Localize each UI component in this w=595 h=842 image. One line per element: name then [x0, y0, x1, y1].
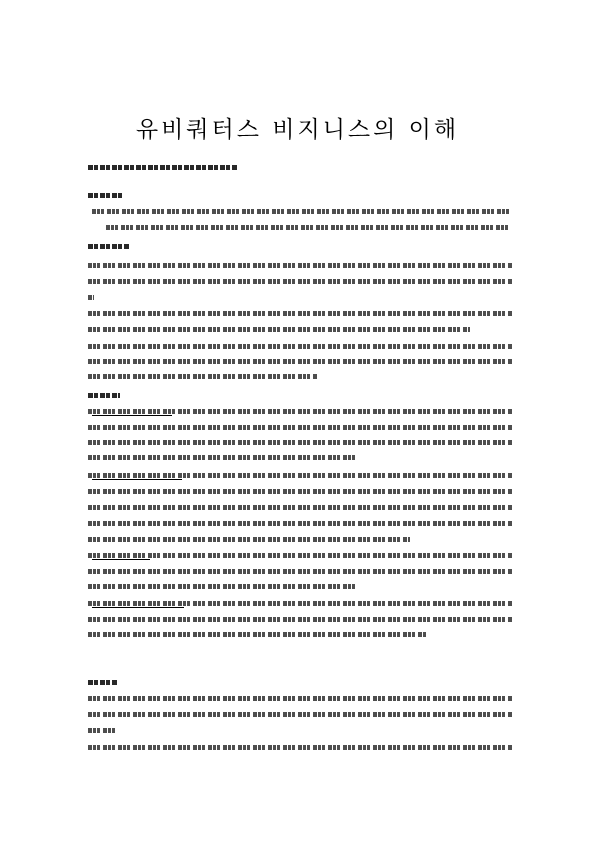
text-line: [88, 359, 513, 364]
text-line: [88, 344, 513, 349]
text-line: [88, 553, 513, 558]
text-line: [88, 521, 513, 526]
text-line: [88, 601, 513, 606]
text-line: [88, 505, 513, 510]
text-line: [88, 473, 513, 478]
text-line: [88, 489, 513, 494]
text-line: [88, 327, 470, 332]
underline: [92, 607, 184, 608]
document-title: 유비쿼터스 비지니스의 이해: [135, 117, 460, 144]
text-line: [88, 632, 426, 637]
text-line: [88, 165, 238, 170]
text-line: [88, 455, 356, 460]
text-line: [88, 295, 94, 300]
underline: [92, 415, 172, 416]
text-line: [88, 712, 513, 717]
text-line: [88, 584, 358, 589]
text-line: [88, 409, 513, 414]
sub-heading: [88, 244, 130, 249]
sub-heading: [88, 393, 120, 398]
text-line: [88, 728, 116, 733]
underline: [92, 559, 150, 560]
underline: [92, 479, 182, 480]
text-line: [92, 209, 512, 214]
text-line: [88, 696, 513, 701]
section-heading: [88, 680, 118, 685]
text-line: [88, 374, 318, 379]
text-line: [88, 569, 513, 574]
text-line: [88, 425, 513, 430]
text-line: [88, 263, 513, 268]
text-line: [88, 617, 513, 622]
text-line: [88, 311, 513, 316]
text-line: [88, 279, 513, 284]
text-line: [88, 537, 410, 542]
text-line: [88, 745, 513, 750]
text-line: [88, 440, 513, 445]
section-heading: [88, 193, 122, 198]
text-line: [106, 225, 508, 230]
